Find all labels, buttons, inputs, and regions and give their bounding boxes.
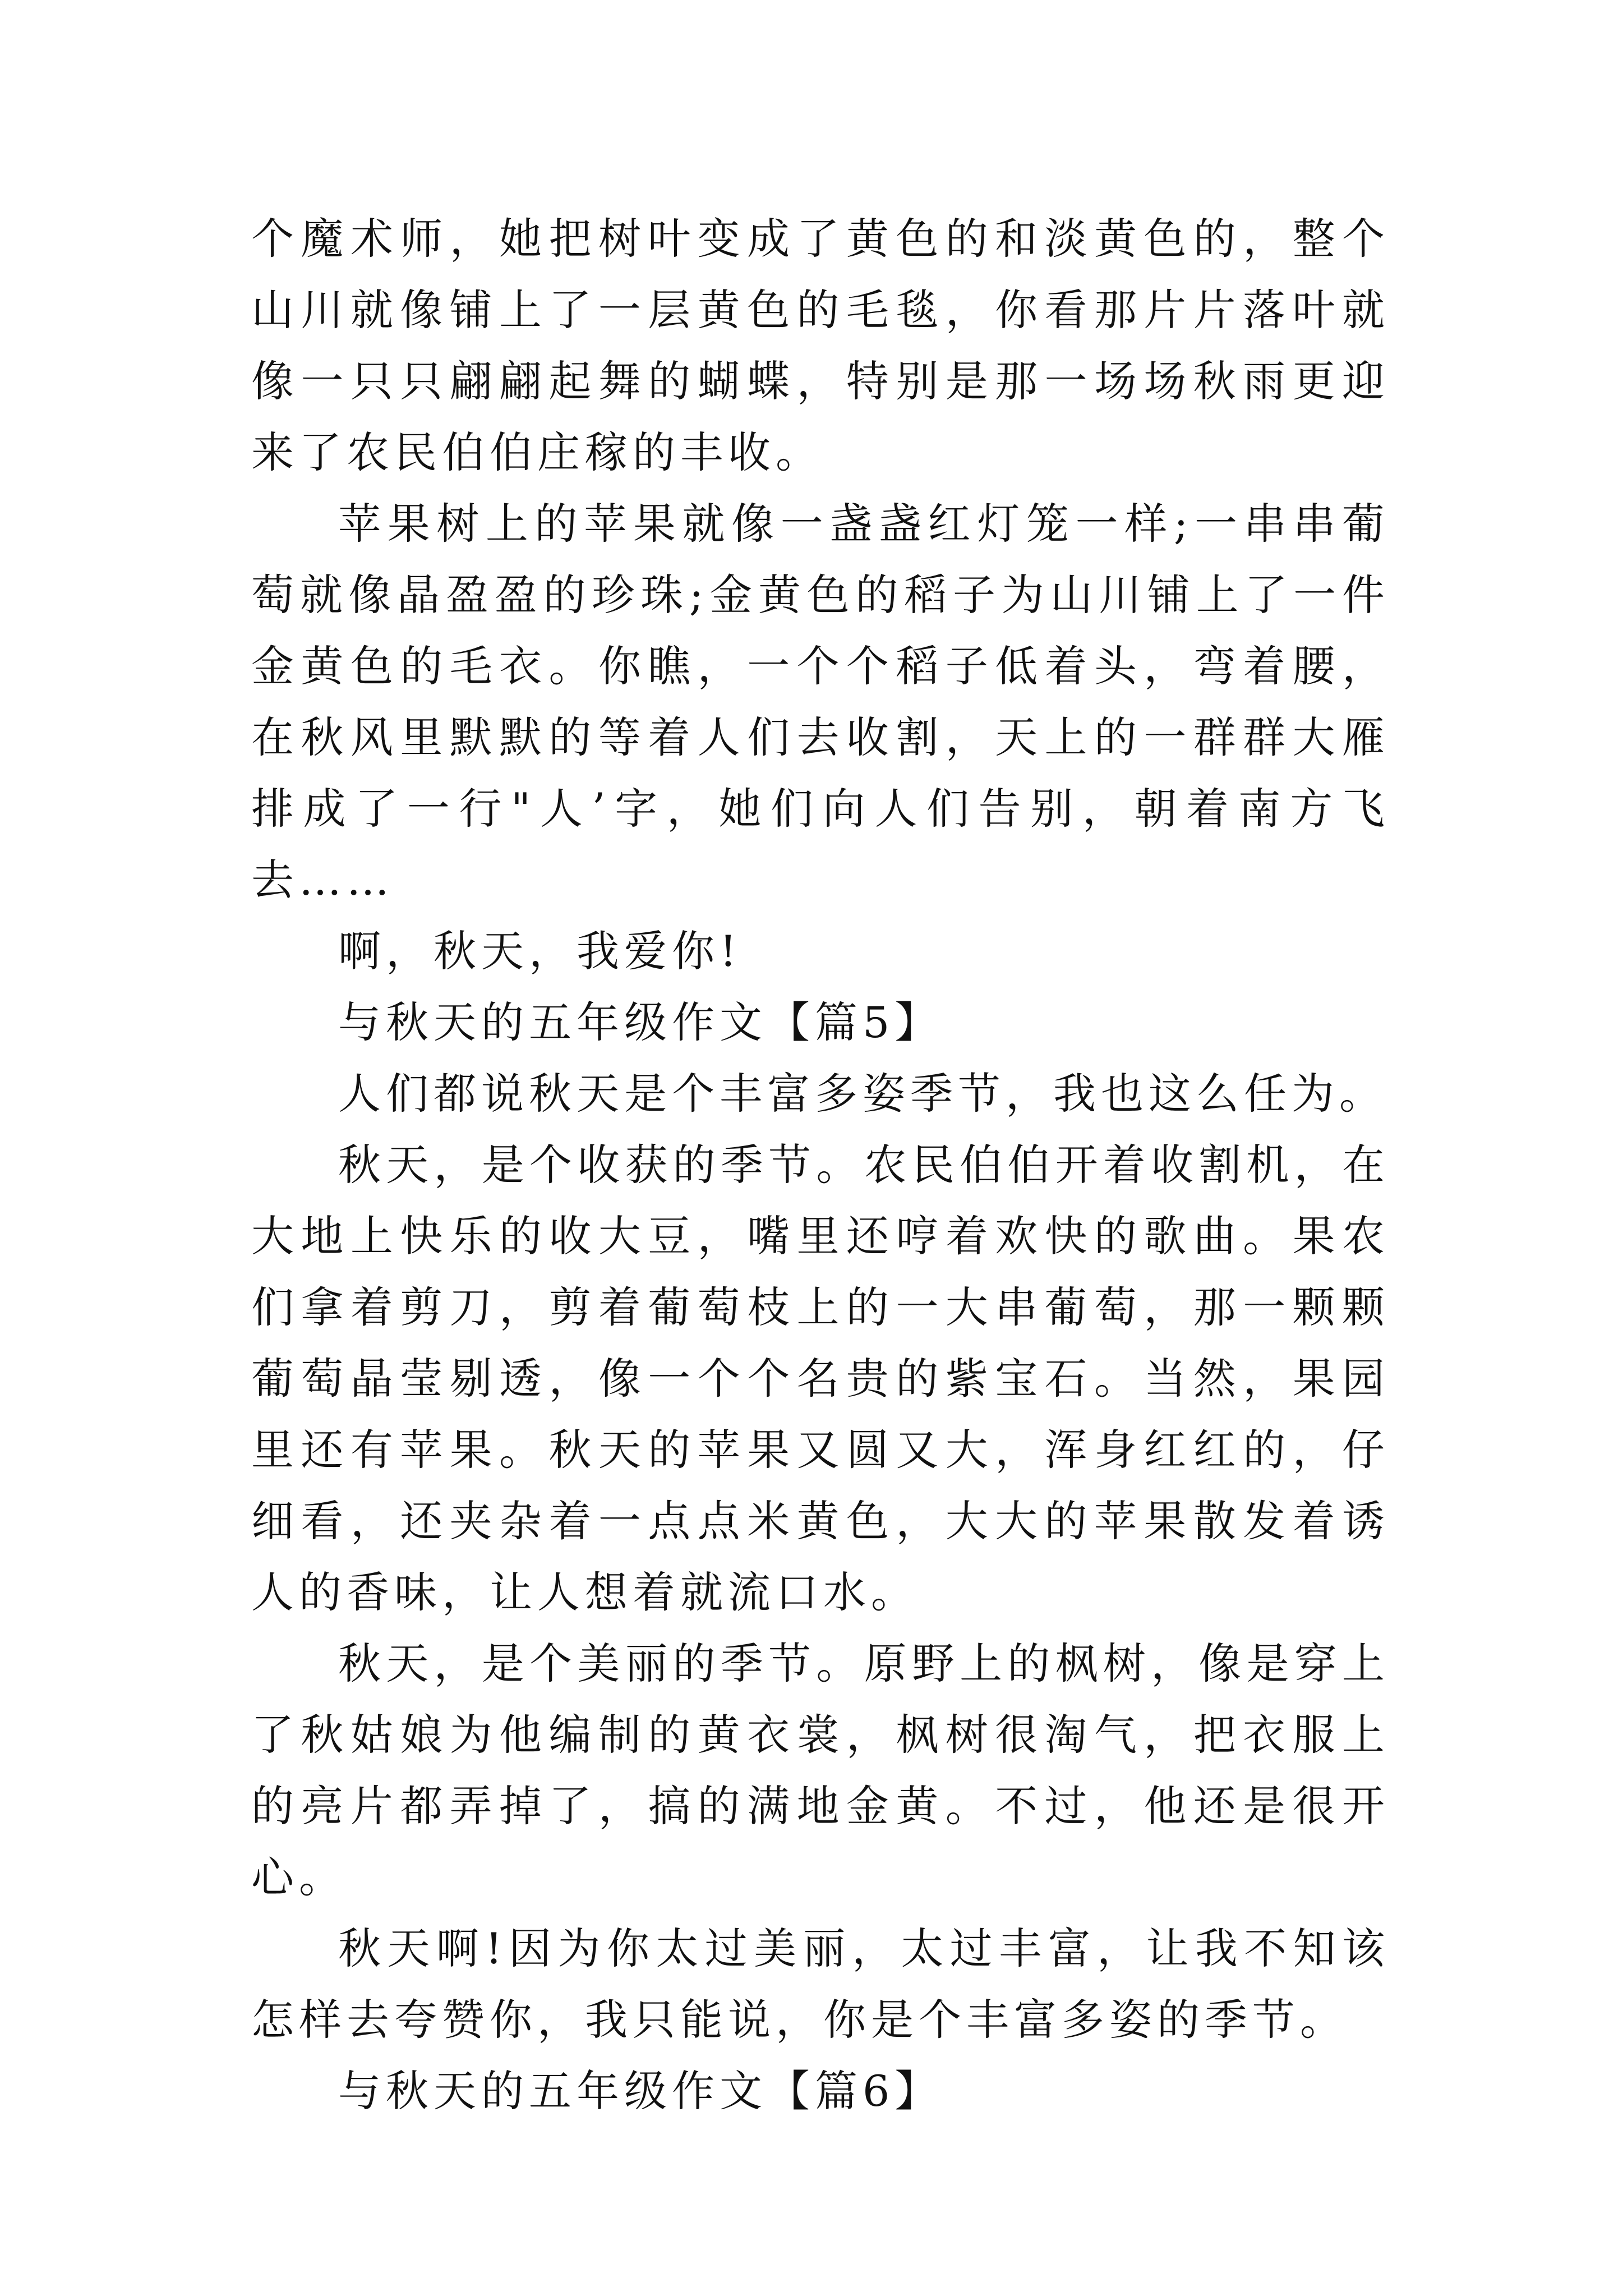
paragraph-intro: 人们都说秋天是个丰富多姿季节，我也这么任为。 [338, 1069, 1387, 1119]
paragraph-beautiful: 秋天，是个美丽的季节。原野上的枫树，像是穿上了秋姑娘为他编制的黄衣裳，枫树很淘气，把衣服上的亮片都弄掉了，搞的满地金黄。不过，他还是很开心。 [251, 1639, 1390, 1902]
document-body [251, 203, 1390, 2127]
paragraph-apple-tree: 苹果树上的苹果就像一盏盏红灯笼一样;一串串葡萄就像晶盈盈的珍珠;金黄色的稻子为山川铺上了一件金黄色的毛衣。你瞧，一个个稻子低着头，弯着腰，在秋风里默默的等着人们去收割，天上的一群群大雁排成了一行"人’字，她们向人们告别，朝着南方飞去…… [251, 499, 1390, 905]
paragraph-harvest: 秋天，是个收获的季节。农民伯伯开着收割机，在大地上快乐的收大豆，嘴里还哼着欢快的歌曲。果农们拿着剪刀，剪着葡萄枝上的一大串葡萄，那一颗颗葡萄晶莹剔透，像一个个名贵的紫宝石。当然，果园里还有苹果。秋天的苹果又圆又大，浑身红红的，仔细看，还夹杂着一点点米黄色，大大的苹果散发着诱人的香味，让人想着就流口水。 [251, 1140, 1390, 1617]
paragraph-continued: 个魔术师，她把树叶变成了黄色的和淡黄色的，整个山川就像铺上了一层黄色的毛毯，你看那片片落叶就像一只只翩翩起舞的蝴蝶，特别是那一场场秋雨更迎来了农民伯伯庄稼的丰收。 [251, 214, 1390, 477]
paragraph-exclamation: 啊，秋天，我爱你! [338, 926, 742, 976]
paragraph-conclusion: 秋天啊!因为你太过美丽，太过丰富，让我不知该怎样去夸赞你，我只能说，你是个丰富多姿的季节。 [251, 1924, 1390, 2045]
section-heading-5: 与秋天的五年级作文【篇5】 [338, 997, 943, 1047]
section-heading-6: 与秋天的五年级作文【篇6】 [338, 2066, 943, 2116]
